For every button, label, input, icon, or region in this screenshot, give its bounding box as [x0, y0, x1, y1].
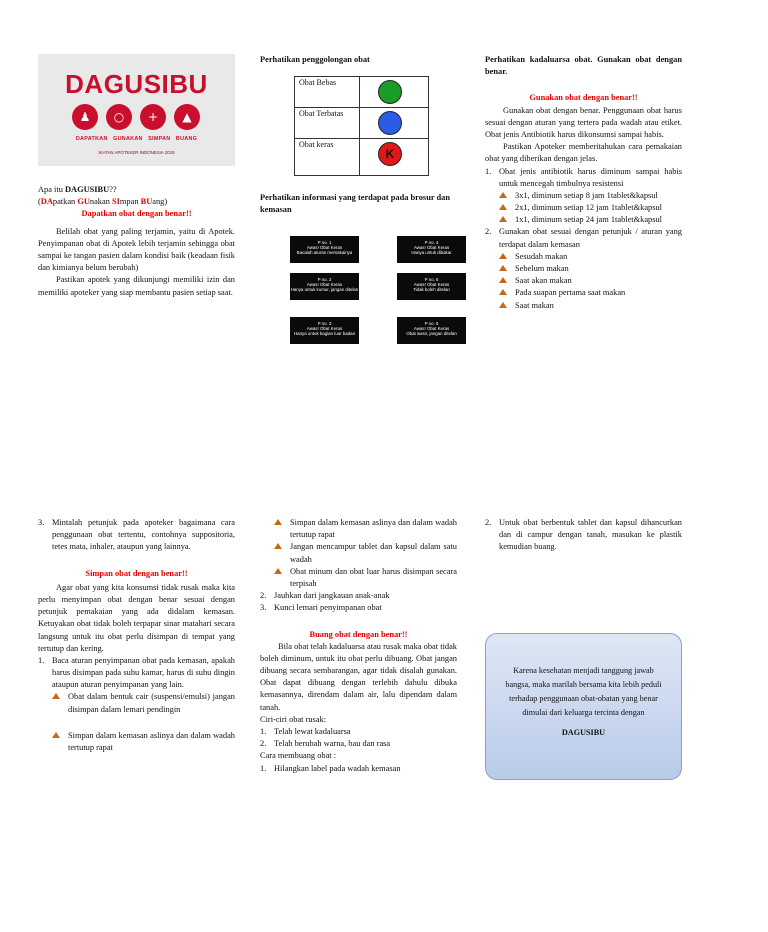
- list-item: 1. Hilangkan label pada wadah kemasan: [260, 763, 401, 773]
- bullet-icon: [499, 302, 507, 308]
- list-item: 3. Mintalah petunjuk pada apoteker bagaimana cara penggunaan obat tertentu, contohnya suppositoria, tetes mata, inhaler, ataupun yang lainnya.: [38, 518, 235, 552]
- list-item: 1. Obat jenis antibiotik harus diminum sampai habis untuk mencegah timbulnya resistensi: [485, 166, 682, 188]
- bullet-icon: [499, 204, 507, 210]
- question: Apa itu DAGUSIBU??: [38, 185, 117, 194]
- bullet-icon: [274, 519, 282, 525]
- bullet-icon: [274, 543, 282, 549]
- class-label: Obat Bebas: [295, 77, 360, 108]
- paragraph: Pastikan apotek yang dikunjungi memiliki izin dan memiliki apoteker yang siap membantu pasien setiap saat.: [38, 275, 235, 297]
- list-item: 3. Kunci lemari penyimpanan obat: [260, 603, 382, 613]
- bullet-icon: [274, 568, 282, 574]
- warning-label: P no. 1 Awas! Obat Keras Bacalah aturan memakainya: [290, 236, 359, 263]
- table-row: [295, 139, 429, 176]
- people-icon: ♟: [72, 104, 98, 130]
- table-row: [295, 77, 429, 108]
- sub-list-item: Pada suapan pertama saat makan: [485, 287, 682, 299]
- sub-list-item: Obat dalam bentuk cair (suspensi/emulsi) jangan disimpan dalam lemari pendingin: [38, 691, 235, 715]
- callout-brand: DAGUSIBU: [561, 727, 606, 737]
- logo-brand: DAGUSIBU: [65, 69, 208, 99]
- list-item: 2. Telah berubah warna, bau dan rasa: [260, 739, 391, 749]
- closing-callout: [485, 633, 682, 780]
- section-heading: Buang obat dengan benar!!: [309, 629, 408, 639]
- pill-hand-icon: ○: [106, 104, 132, 130]
- column-simpan: [38, 517, 235, 754]
- sub-list-item: 3x1, diminum setiap 8 jam 1tablet&kapsul: [485, 190, 682, 202]
- warning-label: P no. 5 Awas! Obat Keras Tidak boleh ditelan: [397, 273, 466, 300]
- sub-list-item: Obat minum dan obat luar harus disimpan secara terpisah: [260, 566, 457, 590]
- section-heading: Simpan obat dengan benar!!: [85, 568, 188, 578]
- paragraph: Belilah obat yang paling terjamin, yaitu di Apotek. Penyimpanan obat di Apotek lebih terjamin sehingga obat sampai ke tangan pasien dalam kondisi baik (keadaan fisik dan kimianya belum berubah): [38, 226, 235, 273]
- column-buang: [260, 517, 457, 775]
- blue-circle-icon: [378, 111, 402, 135]
- paragraph: Pastikan Apoteker memberitahukan cara pemakaian obat yang diberikan dengan jelas.: [485, 142, 682, 164]
- sub-list-item: Saat makan: [485, 300, 682, 312]
- sub-list-item: 1x1, diminum setiap 24 jam 1tablet&kapsul: [485, 214, 682, 226]
- logo-labels: DAPATKAN GUNAKAN SIMPAN BUANG: [75, 136, 198, 142]
- logo-icons: [72, 104, 202, 132]
- paragraph: Gunakan obat dengan benar. Penggunaan obat harus sesuai dengan aturan yang tertera pada wadah atau etiket. Obat jenis Antibiotik harus dikonsumsi sampai habis.: [485, 105, 682, 139]
- dagusibu-logo: [38, 54, 235, 166]
- warning-label: P no. 4 Awas! Obat Keras Hanya untuk dibakar: [397, 236, 466, 263]
- cara-label: Cara membuang obat :: [260, 751, 337, 761]
- section-subheading: Gunakan obat dengan benar!!: [529, 93, 638, 103]
- heading-info: Perhatikan informasi yang terdapat pada brosur dan kemasan: [260, 193, 451, 215]
- column-closing: [485, 517, 682, 554]
- class-label: Obat Terbatas: [295, 108, 360, 139]
- bullet-icon: [499, 265, 507, 271]
- sub-list-item: Sebelum makan: [485, 263, 682, 275]
- sub-list-item: Jangan mencampur tablet dan kapsul dalam satu wadah: [260, 541, 457, 565]
- sub-list-item: 2x1, diminum setiap 12 jam 1tablet&kapsul: [485, 202, 682, 214]
- acronym-line: (DApatkan GUnakan SImpan BUang): [38, 197, 168, 207]
- bullet-icon: [52, 693, 60, 699]
- heading-classification: Perhatikan penggolongan obat: [260, 55, 370, 64]
- bullet-icon: [499, 216, 507, 222]
- paragraph: Bila obat telah kadaluarsa atau rusak maka obat tidak boleh diminum, untuk itu obat perlu dibuang. Obat jangan dibuang secara sembarangan, agar tidak disalah gunakan. Obat dapat dibuang dengan terlebih dahulu dibuka kemasannya, direndam dalam air, lalu dipendam dalam tanah.: [260, 641, 457, 712]
- bullet-icon: [499, 289, 507, 295]
- class-label: Obat keras: [295, 139, 360, 176]
- green-circle-icon: [378, 80, 402, 104]
- warning-label: P no. 6 Awas! Obat Keras Obat wasir, jangan ditelan: [397, 317, 466, 344]
- sub-list-item: Sesudah makan: [485, 251, 682, 263]
- bullet-icon: [52, 732, 60, 738]
- section-heading: Dapatkan obat dengan benar!!: [81, 209, 192, 219]
- bullet-icon: [499, 277, 507, 283]
- sub-list-item: Simpan dalam kemasan aslinya dan dalam wadah tertutup rapat: [38, 730, 235, 754]
- column-dapatkan: [38, 184, 235, 299]
- callout-text: Karena kesehatan menjadi tanggung jawab bangsa, maka marilah bersama kita lebih peduli terhadap penggunaan obat-obatan yang benar dimulai dari keluarga tercinta dengan: [505, 666, 662, 717]
- list-item: 1. Baca aturan penyimpanan obat pada kemasan, apakah harus disimpan pada suhu kamar, harus di suhu dingin ataupun aturan penyimpanan yang lain.: [38, 655, 235, 690]
- sub-list-item: Simpan dalam kemasan aslinya dan dalam wadah tertutup rapat: [260, 517, 457, 541]
- trash-icon: ▲: [174, 104, 200, 130]
- list-item: 2. Jauhkan dari jangkauan anak-anak: [260, 591, 390, 601]
- column-gunakan: [485, 54, 682, 312]
- warning-label: P no. 3 Awas! Obat Keras Hanya untuk bagian luar badan: [290, 317, 359, 344]
- bullet-icon: [499, 253, 507, 259]
- bullet-icon: [499, 192, 507, 198]
- medkit-icon: +: [140, 104, 166, 130]
- ciri-label: Ciri-ciri obat rusak:: [260, 714, 327, 724]
- sub-list-item: Saat akan makan: [485, 275, 682, 287]
- red-k-circle-icon: K: [378, 142, 402, 166]
- section-heading: Perhatikan kadaluarsa obat. Gunakan obat dengan benar.: [485, 55, 682, 77]
- list-item: 2. Untuk obat berbentuk tablet dan kapsul dihancurkan dan di campur dengan tanah, masukan ke plastik kemudian buang.: [485, 518, 682, 552]
- logo-footer: IKATAN APOTEKER INDONESIA 2015: [98, 150, 175, 155]
- drug-class-table: [294, 76, 429, 176]
- table-row: [295, 108, 429, 139]
- warning-label: P no. 2 Awas! Obat Keras Hanya untuk kumur, jangan ditelan: [290, 273, 359, 300]
- paragraph: Agar obat yang kita konsumsi tidak rusak maka kita perlu menyimpan obat dengan benar sesuai dengan petunjuk pemakaian yang ada didalam kemasan. Ketuyakan obat tidak boleh terpapar sinar matahari secara langsung untuk itu obat perlu disimpan di tempat yang tertutup dan kering.: [38, 582, 235, 653]
- list-item: 1. Telah lewat kadaluarsa: [260, 727, 351, 736]
- list-item: 2. Gunakan obat sesuai dengan petunjuk / aturan yang terdapat dalam kemasan: [485, 227, 682, 249]
